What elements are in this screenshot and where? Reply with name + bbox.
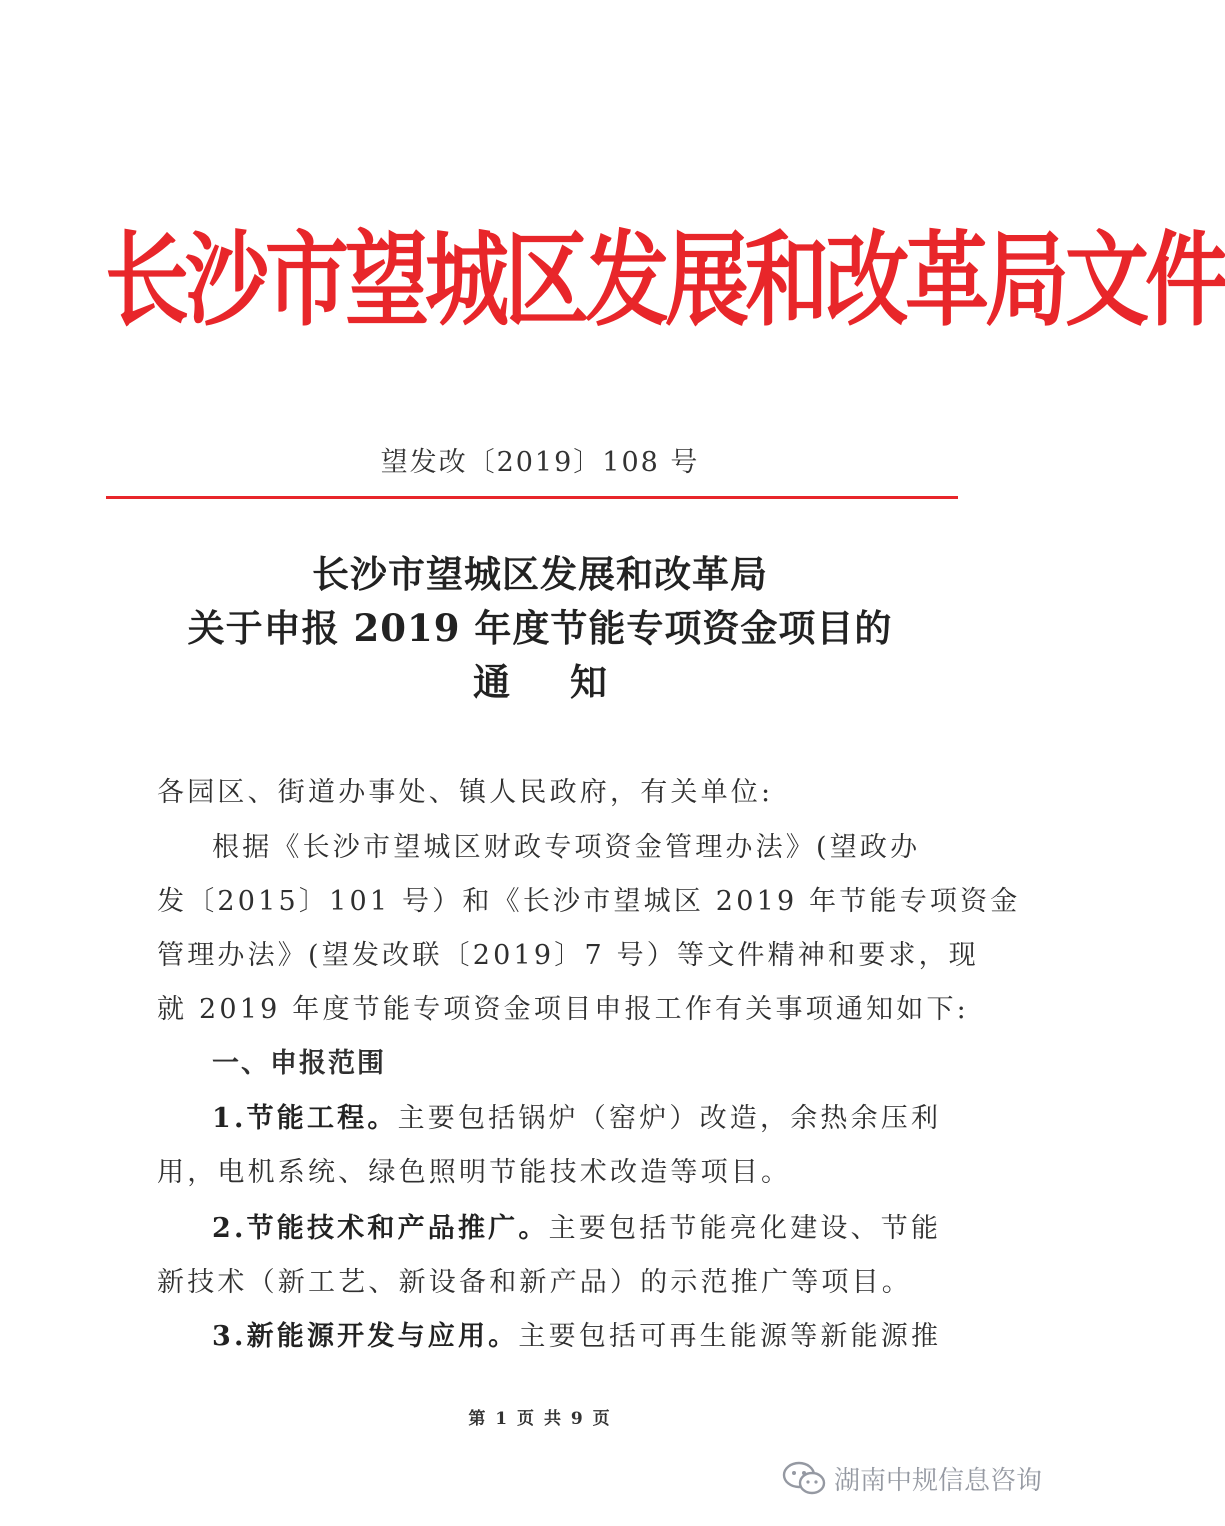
document-number: 望发改〔2019〕108 号 [380,447,700,478]
list-item-text: 主要包括锅炉（窑炉）改造，余热余压利 [397,1103,942,1134]
list-item-text: 主要包括可再生能源等新能源推 [518,1321,942,1352]
notice-title-line3: 通知 [473,660,667,704]
wechat-icon [782,1460,826,1496]
page-indicator: 第 1 页 共 9 页 [468,1409,612,1429]
paragraph-line: 发〔2015〕101 号）和《长沙市望城区 2019 年节能专项资金 [157,886,1021,917]
watermark-text: 湖南中规信息咨询 [834,1465,1043,1496]
list-item-text: 主要包括节能亮化建设、节能 [548,1213,942,1244]
list-item-label: 2.节能技术和产品推广。 [212,1213,549,1244]
list-item [212,1206,972,1245]
notice-title-line2: 关于申报 2019 年度节能专项资金项目的 [187,606,893,650]
header-divider [106,496,958,499]
paragraph-line: 根据《长沙市望城区财政专项资金管理办法》(望政办 [212,832,921,863]
list-item [212,1096,972,1135]
list-item-label: 1.节能工程。 [212,1103,398,1134]
list-item-label: 3.新能源开发与应用。 [212,1321,519,1352]
paragraph-line: 就 2019 年度节能专项资金项目申报工作有关事项通知如下: [157,994,969,1025]
section-heading: 一、申报范围 [212,1048,386,1079]
list-item-continuation: 新技术（新工艺、新设备和新产品）的示范推广等项目。 [157,1267,912,1298]
paragraph-line: 管理办法》(望发改联〔2019〕7 号）等文件精神和要求，现 [157,940,980,971]
document-header-title: 长沙市望城区发展和改革局文件 [105,220,1225,340]
list-item-continuation: 用，电机系统、绿色照明节能技术改造等项目。 [157,1157,792,1188]
addressee-line: 各园区、街道办事处、镇人民政府，有关单位: [157,777,774,808]
notice-title-line1: 长沙市望城区发展和改革局 [312,552,768,596]
watermark [782,1458,1042,1498]
list-item [212,1314,972,1353]
